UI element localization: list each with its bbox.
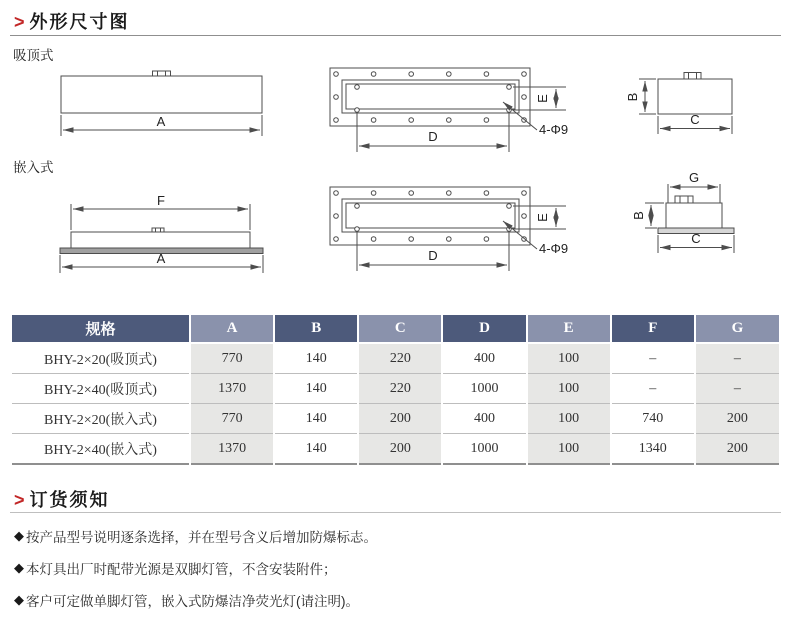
col-header-G: G <box>695 315 779 343</box>
value-cell: 200 <box>695 434 779 465</box>
dim-label-E: E <box>535 94 550 103</box>
value-cell: 100 <box>527 343 611 374</box>
spec-table-header-row <box>12 315 779 343</box>
value-cell: 740 <box>611 404 695 434</box>
dim-label-D: D <box>428 129 438 144</box>
diamond-bullet-icon: ◆ <box>14 528 24 543</box>
value-cell: 770 <box>190 343 274 374</box>
value-cell: – <box>695 374 779 404</box>
table-row <box>12 404 779 434</box>
ceiling-side-view <box>61 71 262 136</box>
note-item <box>14 584 781 616</box>
value-cell: 100 <box>527 404 611 434</box>
ceiling-type-label: 吸顶式 <box>13 48 54 63</box>
diamond-bullet-icon: ◆ <box>14 592 24 607</box>
holes-callout: 4-Φ9 <box>539 241 569 256</box>
dim-label-A: A <box>156 114 166 129</box>
value-cell: 1370 <box>190 434 274 465</box>
recessed-end-view <box>631 170 734 253</box>
red-chevron-icon: > <box>14 490 27 510</box>
dim-label-B: B <box>631 211 646 220</box>
value-cell: 140 <box>274 404 358 434</box>
value-cell: 400 <box>442 404 526 434</box>
recessed-type-label: 嵌入式 <box>13 160 54 175</box>
value-cell: – <box>611 343 695 374</box>
model-cell: BHY-2×20(嵌入式) <box>12 404 190 434</box>
model-cell: BHY-2×40(嵌入式) <box>12 434 190 465</box>
dim-label-C: C <box>690 112 700 127</box>
value-cell: – <box>611 374 695 404</box>
dim-label-G: G <box>688 170 700 185</box>
section-title-ordering <box>14 486 110 512</box>
note-text: 按产品型号说明逐条选择，并在型号含义后增加防爆标志。 <box>26 530 377 545</box>
red-chevron-icon: > <box>14 12 27 32</box>
diamond-bullet-icon: ◆ <box>14 560 24 575</box>
holes-callout: 4-Φ9 <box>539 122 569 137</box>
dim-label-D: D <box>428 248 438 263</box>
note-text: 本灯具出厂时配带光源是双脚灯管，不含安装附件； <box>26 562 337 577</box>
col-header-E: E <box>527 315 611 343</box>
col-header-B: B <box>274 315 358 343</box>
col-header-spec: 规格 <box>12 315 190 343</box>
value-cell: 770 <box>190 404 274 434</box>
ordering-notes-list <box>14 520 781 616</box>
divider-line <box>10 512 781 513</box>
value-cell: 100 <box>527 434 611 465</box>
note-text: 客户可定做单脚灯管，嵌入式防爆洁净荧光灯(请注明)。 <box>26 594 359 609</box>
table-row <box>12 343 779 374</box>
value-cell: 1340 <box>611 434 695 465</box>
value-cell: 200 <box>358 404 442 434</box>
value-cell: 1000 <box>442 374 526 404</box>
value-cell: 140 <box>274 374 358 404</box>
model-cell: BHY-2×40(吸顶式) <box>12 374 190 404</box>
value-cell: 1370 <box>190 374 274 404</box>
dim-label-A: A <box>156 251 166 266</box>
value-cell: 200 <box>358 434 442 465</box>
dim-label-E: E <box>535 213 550 222</box>
value-cell: 140 <box>274 434 358 465</box>
section-title-text: 订货须知 <box>29 490 110 510</box>
ceiling-end-view <box>625 73 732 135</box>
value-cell: 200 <box>695 404 779 434</box>
value-cell: 100 <box>527 374 611 404</box>
col-header-D: D <box>442 315 526 343</box>
ceiling-face-view <box>330 68 568 152</box>
dim-label-C: C <box>691 231 701 246</box>
dim-label-F: F <box>157 193 165 208</box>
value-cell: 220 <box>358 343 442 374</box>
table-row <box>12 374 779 404</box>
value-cell: 220 <box>358 374 442 404</box>
note-item <box>14 552 781 584</box>
value-cell: 1000 <box>442 434 526 465</box>
section-title-text: 外形尺寸图 <box>29 12 130 32</box>
col-header-A: A <box>190 315 274 343</box>
model-cell: BHY-2×20(吸顶式) <box>12 343 190 374</box>
spec-table <box>12 315 779 465</box>
table-row <box>12 434 779 465</box>
col-header-C: C <box>358 315 442 343</box>
value-cell: 140 <box>274 343 358 374</box>
dimension-diagrams <box>0 40 791 304</box>
value-cell: – <box>695 343 779 374</box>
col-header-F: F <box>611 315 695 343</box>
section-title-dimensions <box>14 8 130 34</box>
recessed-side-view <box>60 193 263 273</box>
note-item <box>14 520 781 552</box>
divider-line <box>10 35 781 36</box>
recessed-face-view <box>330 187 568 271</box>
dim-label-B: B <box>625 92 640 102</box>
value-cell: 400 <box>442 343 526 374</box>
